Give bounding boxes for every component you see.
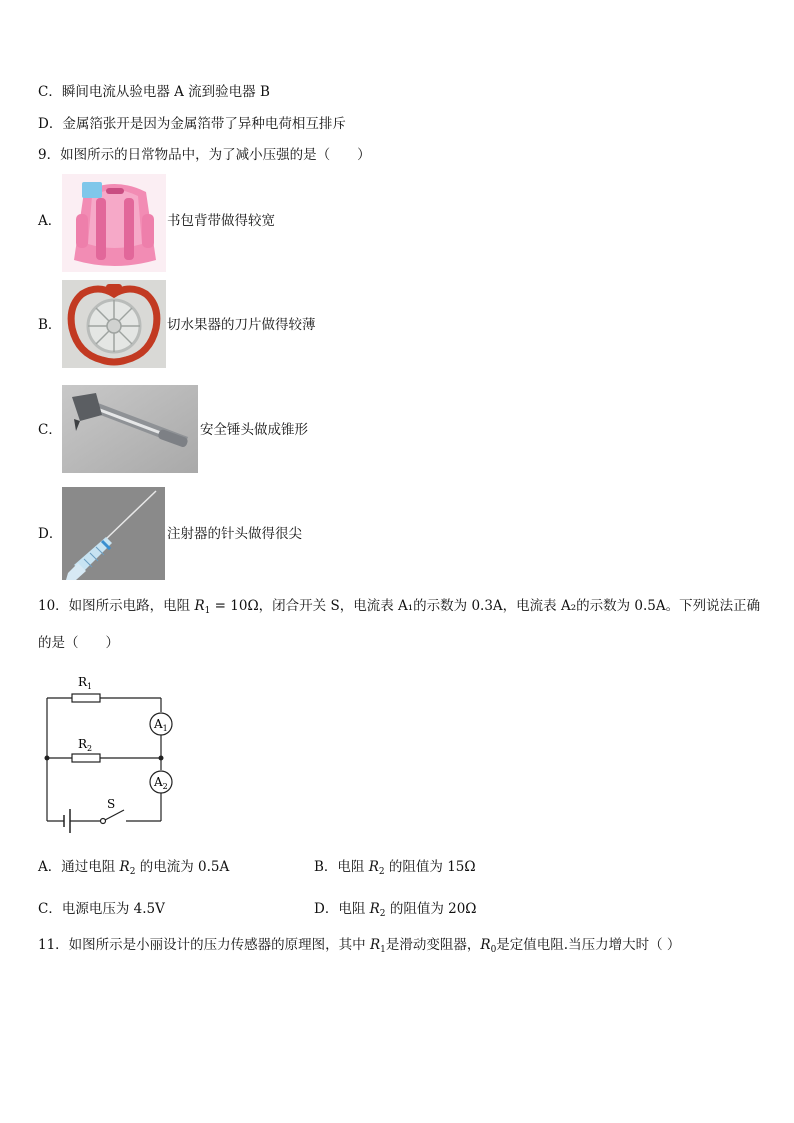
backpack-image <box>62 174 166 272</box>
q10-stem-line2: 的是（ ） <box>38 635 119 651</box>
fruit-slicer-image <box>62 280 166 368</box>
circuit-diagram <box>38 668 188 838</box>
q11-stem: 11．如图所示是小丽设计的压力传感器的原理图，其中 $R_1$是滑动变阻器，$R_0$是定值电阻.当压力增大时（ ） <box>38 937 681 955</box>
r2-label: $R_2$ <box>78 737 93 753</box>
q10-option-c: C．电源电压为 4.5V <box>38 901 165 917</box>
q9-option-c-text: 安全锤头做成锥形 <box>200 422 308 438</box>
q10-stem-line1: 10．如图所示电路，电阻 $R_1 = 10\Omega$，闭合开关 S，电流表 A₁的示数为 0.3A，电流表 A₂的示数为 0.5A。下列说法正确 <box>38 598 761 616</box>
resistor-r2 <box>72 754 100 762</box>
q9-option-d-text: 注射器的针头做得很尖 <box>167 526 302 542</box>
q9-stem: 9．如图所示的日常物品中，为了减小压强的是（ ） <box>38 147 371 163</box>
q9-option-b-text: 切水果器的刀片做得较薄 <box>167 317 316 333</box>
q9-option-b-label: B． <box>38 317 62 333</box>
q8-option-c: C．瞬间电流从验电器 A 流到验电器 B <box>38 84 270 100</box>
a2-label: $A_2$ <box>154 775 168 791</box>
syringe-image <box>62 487 165 580</box>
q10-option-a: A．通过电阻 $R_2$ 的电流为 0.5A <box>38 859 230 877</box>
q10-option-b: B．电阻 $R_2$ 的阻值为 15Ω <box>314 859 476 877</box>
switch-label: S <box>107 797 116 811</box>
resistor-r1 <box>72 694 100 702</box>
q9-option-a-text: 书包背带做得较宽 <box>167 213 275 229</box>
q9-option-a-label: A． <box>38 213 62 229</box>
q9-option-d-label: D． <box>38 526 63 542</box>
a1-label: $A_1$ <box>154 717 168 733</box>
r1-label: $R_1$ <box>78 675 93 691</box>
r1-symbol: R <box>194 598 205 614</box>
q8-option-d: D．金属箔张开是因为金属箔带了异种电荷相互排斥 <box>38 116 346 132</box>
q10-option-d: D．电阻 $R_2$ 的阻值为 20Ω <box>314 901 477 919</box>
q9-option-c-label: C． <box>38 422 62 438</box>
safety-hammer-image <box>62 385 198 473</box>
